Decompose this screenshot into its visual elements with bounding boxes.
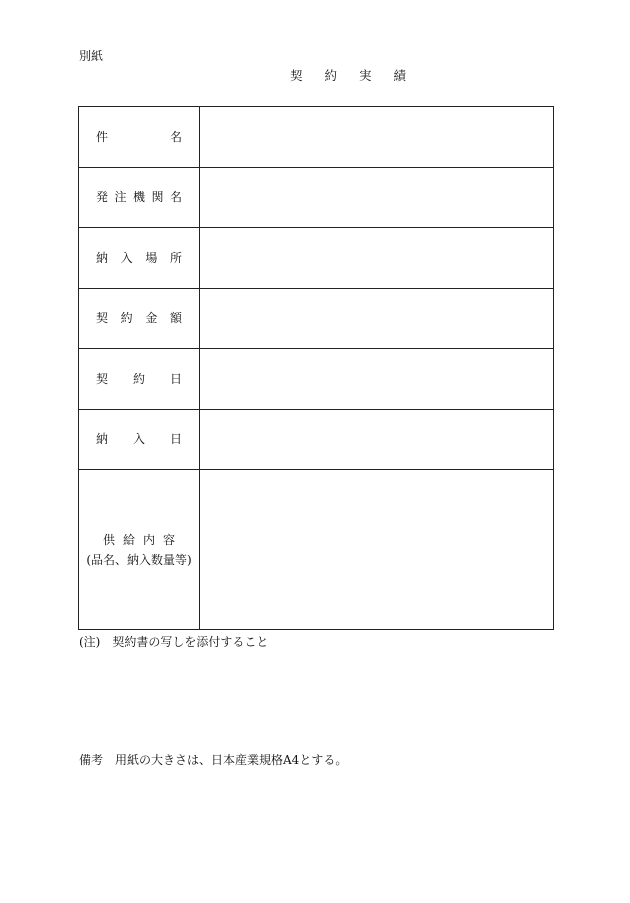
note-text: 契約書の写しを添付すること bbox=[112, 635, 269, 649]
contract-date-field[interactable] bbox=[200, 349, 554, 410]
row-label-ordering-agency bbox=[79, 167, 200, 228]
label-char: 契 bbox=[96, 371, 109, 386]
note-prefix: (注) bbox=[79, 635, 101, 649]
row-label-supply-content bbox=[79, 470, 200, 630]
label-char: 発 bbox=[96, 190, 109, 205]
supply-content-sublabel: (品名、納入数量等) bbox=[86, 552, 192, 567]
table-row-ordering-agency bbox=[79, 167, 554, 228]
label-char: 注 bbox=[114, 190, 127, 205]
row-label-item-name bbox=[79, 107, 200, 168]
label-char: 関 bbox=[151, 190, 164, 205]
label-char: 額 bbox=[169, 311, 182, 326]
label-char: 所 bbox=[169, 250, 182, 265]
contract-amount-field[interactable] bbox=[200, 288, 554, 349]
table-row-contract-amount bbox=[79, 288, 554, 349]
supply-content-field[interactable] bbox=[200, 470, 554, 630]
remarks-prefix: 備考 bbox=[79, 753, 104, 767]
delivery-location-field[interactable] bbox=[200, 228, 554, 289]
label-char: 約 bbox=[120, 311, 133, 326]
label-char: 金 bbox=[145, 311, 158, 326]
table-row-item-name bbox=[79, 107, 554, 168]
delivery-date-field[interactable] bbox=[200, 409, 554, 470]
label-char: 納 bbox=[96, 250, 109, 265]
title-char: 績 bbox=[393, 68, 407, 83]
table-row-delivery-location bbox=[79, 228, 554, 289]
title-char: 契 bbox=[290, 68, 303, 83]
appendix-label: 別紙 bbox=[79, 49, 104, 63]
label-char: 件 bbox=[96, 129, 109, 144]
document-title bbox=[290, 68, 406, 84]
label-char: 日 bbox=[169, 432, 182, 447]
row-label-contract-date bbox=[79, 349, 200, 410]
remarks-text: 用紙の大きさは、日本産業規格A4とする。 bbox=[115, 753, 348, 767]
label-char: 名 bbox=[169, 190, 182, 205]
label-char: 場 bbox=[145, 250, 158, 265]
contract-record-table bbox=[78, 106, 554, 630]
remarks-line bbox=[79, 752, 347, 768]
label-char: 日 bbox=[169, 371, 182, 386]
table-row-supply-content bbox=[79, 470, 554, 630]
table-row-contract-date bbox=[79, 349, 554, 410]
label-char: 納 bbox=[96, 432, 109, 447]
table-row-delivery-date bbox=[79, 409, 554, 470]
label-char: 入 bbox=[132, 432, 145, 447]
label-char: 契 bbox=[96, 311, 109, 326]
attachment-note bbox=[79, 634, 268, 650]
ordering-agency-field[interactable] bbox=[200, 167, 554, 228]
title-char: 約 bbox=[324, 68, 338, 83]
label-char: 名 bbox=[169, 129, 182, 144]
row-label-delivery-location bbox=[79, 228, 200, 289]
row-label-delivery-date bbox=[79, 409, 200, 470]
label-char: 入 bbox=[120, 250, 133, 265]
supply-content-label: 供給内容 bbox=[102, 532, 183, 547]
label-char: 約 bbox=[132, 371, 145, 386]
item-name-field[interactable] bbox=[200, 107, 554, 168]
row-label-contract-amount bbox=[79, 288, 200, 349]
label-char: 機 bbox=[132, 190, 145, 205]
title-char: 実 bbox=[359, 68, 372, 83]
